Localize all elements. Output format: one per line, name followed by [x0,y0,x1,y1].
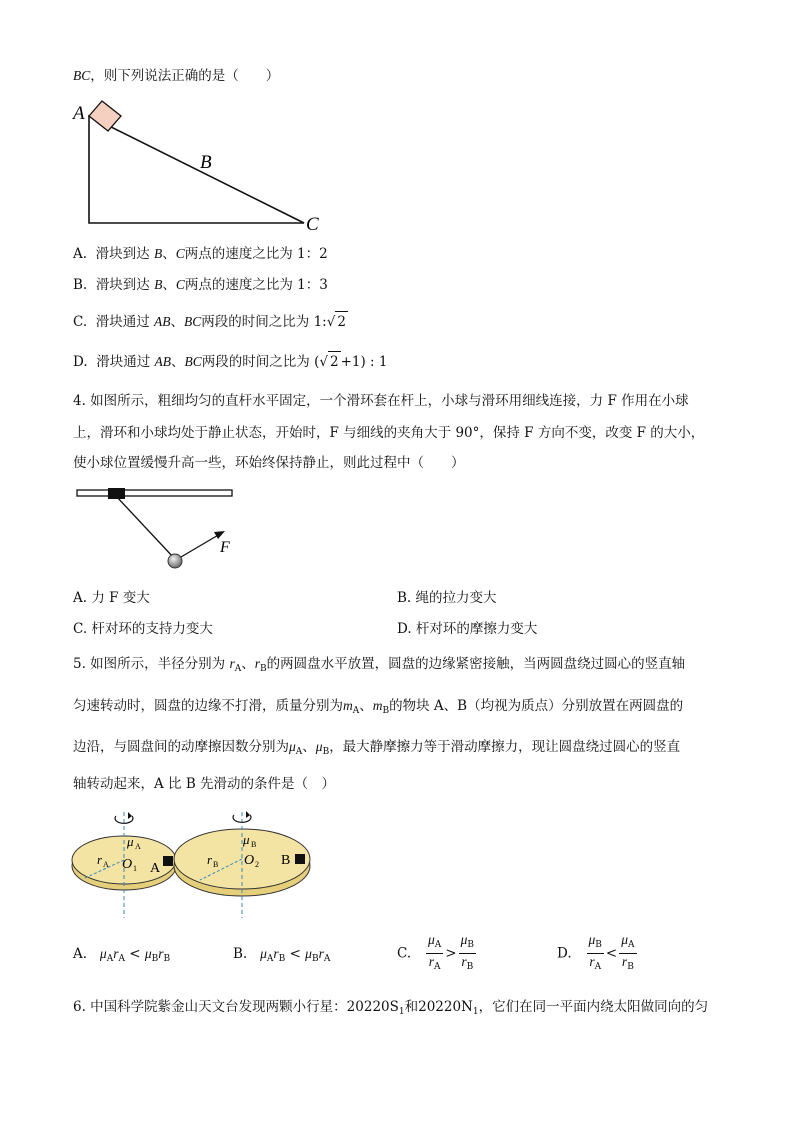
label-mu-b: μ [243,832,250,847]
ratio-close: +1) : 1 [340,354,388,370]
option-sep: 、 [162,246,176,262]
option-text: 滑块到达 [95,277,150,293]
thread [116,496,174,558]
asteroid-2: 20220N [418,999,473,1015]
option-key: A. [73,946,88,962]
q6-text: ，它们在同一平面内绕太阳做同向的匀 [478,999,709,1015]
sub-a: A [594,962,602,972]
ball [168,554,182,568]
horizontal-rod [77,490,232,496]
label-r-a-sub: A [103,860,109,869]
q3-option-c[interactable] [73,311,348,332]
option-sep: 、 [171,354,185,370]
sub-a: A [266,954,274,964]
label-o2-sub: 2 [255,860,259,869]
q4-line1: 4. 如图所示，粗细均匀的直杆水平固定，一个滑环套在杆上，小球与滑环用细线连接，力 F 作用在小球 [73,393,689,409]
sym-sep: 、 [241,656,255,672]
q3-option-a[interactable] [73,244,328,264]
label-o1-sub: 1 [133,864,137,873]
sub-b: B [311,954,319,964]
q4-line2: 上，滑环和小球均处于静止状态，开始时，F 与细线的夹角大于 90°，保持 F 方向不变，改变 F 的大小， [73,425,705,441]
sym-mu: μ [621,932,629,947]
sym-mu: μ [99,946,107,961]
sym-mu: μ [260,946,267,961]
option-sep: 、 [162,277,176,293]
label-c: C [306,214,319,235]
block-a [163,856,173,866]
q6-and: 和 [404,999,419,1015]
label-mu-a-sub: A [135,842,141,851]
sub-b: B [466,962,474,972]
lt-sign: < [605,945,618,962]
discs-figure [70,808,315,923]
fraction [426,932,443,975]
sym-r: r [428,954,435,969]
sym-mu: μ [460,932,468,947]
force-label: F [220,539,230,556]
sym-mu: μ [315,739,323,754]
label-mu-b-sub: B [251,840,257,849]
sub-b: B [278,954,286,964]
q5-line2 [73,696,683,721]
sqrt-symbol: √ [319,354,328,370]
sym-r: r [254,656,260,671]
q5-option-b[interactable] [233,944,330,969]
option-text: 两点的速度之比为 1：3 [184,277,328,293]
label-r-b-sub: B [213,860,219,869]
sym-sep: 、 [359,698,373,714]
sym-mu: μ [428,932,435,947]
sub-a: A [106,954,114,964]
q5-text: 匀速转动时，圆盘的边缘不打滑，质量分别为 [73,698,343,714]
option-sep: 、 [170,314,185,330]
option-key: C. [397,945,412,962]
option-key: C. [73,314,88,330]
option-var: B [154,277,163,292]
sym-r: r [318,946,324,961]
option-var: AB [154,314,171,329]
incline-figure [70,96,330,236]
option-var: C [175,246,185,261]
sym-mu: μ [144,946,152,961]
q5-line3 [73,737,680,762]
rotate-arrowhead-b [246,811,250,818]
label-mu-a: μ [127,834,134,849]
q6-line1 [73,997,708,1022]
q5-text: ，最大静摩擦力等于滑动摩擦力，现让圆盘绕过圆心的竖直 [329,739,681,755]
sqrt-radicand: 2 [328,351,341,372]
sub-b: B [467,940,475,950]
option-var: BC [184,354,202,369]
q3-stem-var: BC [73,68,91,83]
fraction [619,932,636,975]
q6-text: 6. 中国科学院紫金山天文台发现两颗小行星： [73,999,347,1015]
gt-sign: > [445,945,457,962]
option-text: 两段的时间之比为 [201,314,310,330]
option-key: A. [73,246,88,262]
sym-r: r [621,954,628,969]
fraction [587,932,604,975]
sub-a: A [295,747,303,757]
label-a: A [73,103,85,124]
label-o1: O [122,857,133,872]
q5-text: 的两圆盘水平放置，圆盘的边缘紧密接触，当两圆盘绕过圆心的竖直轴 [266,656,686,672]
asteroid-2-sub: 1 [472,1007,479,1017]
sub-a: A [434,940,442,950]
q4-line3: 使小球位置缓慢升高一些，环始终保持静止，则此过程中（ ） [73,455,465,471]
q5-option-a[interactable] [73,944,170,969]
option-text: 滑块到达 [95,246,150,262]
sub-b: B [163,954,171,964]
sym-r: r [461,954,467,969]
option-key: B. [233,946,248,962]
q3-stem [73,66,279,86]
q5-text: 的物块 A、B（均视为质点）分别放置在两圆盘的 [389,698,684,714]
option-key: D. [557,945,572,962]
sub-b: B [595,940,602,950]
q3-stem-text: ，则下列说法正确的是（ ） [90,68,280,84]
q3-option-d[interactable] [73,351,387,372]
sym-r: r [113,946,119,961]
q3-option-b[interactable] [73,275,328,295]
sub-b: B [322,747,330,757]
q4-option-c[interactable]: C. 杆对环的支持力变大 [73,621,213,637]
sqrt-radicand: 2 [335,311,348,332]
sym-m: m [372,698,383,713]
option-var: C [175,277,185,292]
sub-b: B [627,962,634,972]
q5-line4: 轴转动起来，A 比 B 先滑动的条件是（ ） [73,776,336,792]
slider-block [89,101,121,131]
lt-sign: < [129,946,141,962]
sym-mu: μ [305,946,312,961]
sym-sep: 、 [302,739,316,755]
label-o2: O [244,853,255,868]
label-block-a: A [150,861,161,876]
sub-b: B [151,954,159,964]
option-var: B [153,246,163,261]
force-arrow [181,534,220,557]
option-text: 两段的时间之比为 [201,354,310,370]
rod-ball-figure [70,482,250,582]
q5-text: 边沿，与圆盘间的动摩擦因数分别为 [73,739,289,755]
q4-option-d[interactable]: D. 杆对环的摩擦力变大 [397,621,538,637]
label-r-a: r [97,852,103,867]
sym-mu: μ [289,739,296,754]
option-text: 滑块通过 [96,354,151,370]
sym-r: r [589,954,595,969]
sym-r: r [273,946,279,961]
asteroid-1: 20220S [346,999,399,1015]
block-b [295,854,305,864]
sub-b: B [382,706,390,716]
sub-a: A [323,954,331,964]
option-key: B. [73,277,88,293]
option-var: BC [184,314,202,329]
label-b: B [200,152,212,173]
lt-sign: < [289,946,301,962]
option-text: 两点的速度之比为 1：2 [184,246,328,262]
sub-a: A [118,954,125,964]
asteroid-1-sub: 1 [398,1007,405,1017]
rotate-arrowhead-a [128,812,132,819]
option-text: 滑块通过 [95,314,150,330]
q5-option-c[interactable] [397,932,478,975]
sym-m: m [343,698,353,713]
option-var: AB [154,354,172,369]
q5-option-d[interactable] [557,932,639,975]
sub-b: B [260,664,267,674]
sub-a: A [628,940,635,950]
q5-text: 5. 如图所示，半径分别为 [73,656,226,672]
label-r-b: r [207,852,213,867]
ratio-expr: 1: [313,314,327,330]
option-key: D. [73,354,88,370]
force-arrowhead [214,531,225,539]
q4-option-b[interactable]: B. 绳的拉力变大 [397,590,497,606]
fraction [459,932,476,975]
sym-r: r [158,946,164,961]
ratio-open: ( [314,354,320,370]
sym-mu: μ [588,932,596,947]
sub-a: A [234,664,242,674]
sym-r: r [229,656,235,671]
q5-line1 [73,654,685,679]
q4-option-a[interactable]: A. 力 F 变大 [73,590,150,606]
label-block-b: B [281,853,291,868]
sub-a: A [434,962,441,972]
sqrt-symbol: √ [326,314,336,330]
sub-a: A [352,706,360,716]
incline-triangle [89,116,304,223]
